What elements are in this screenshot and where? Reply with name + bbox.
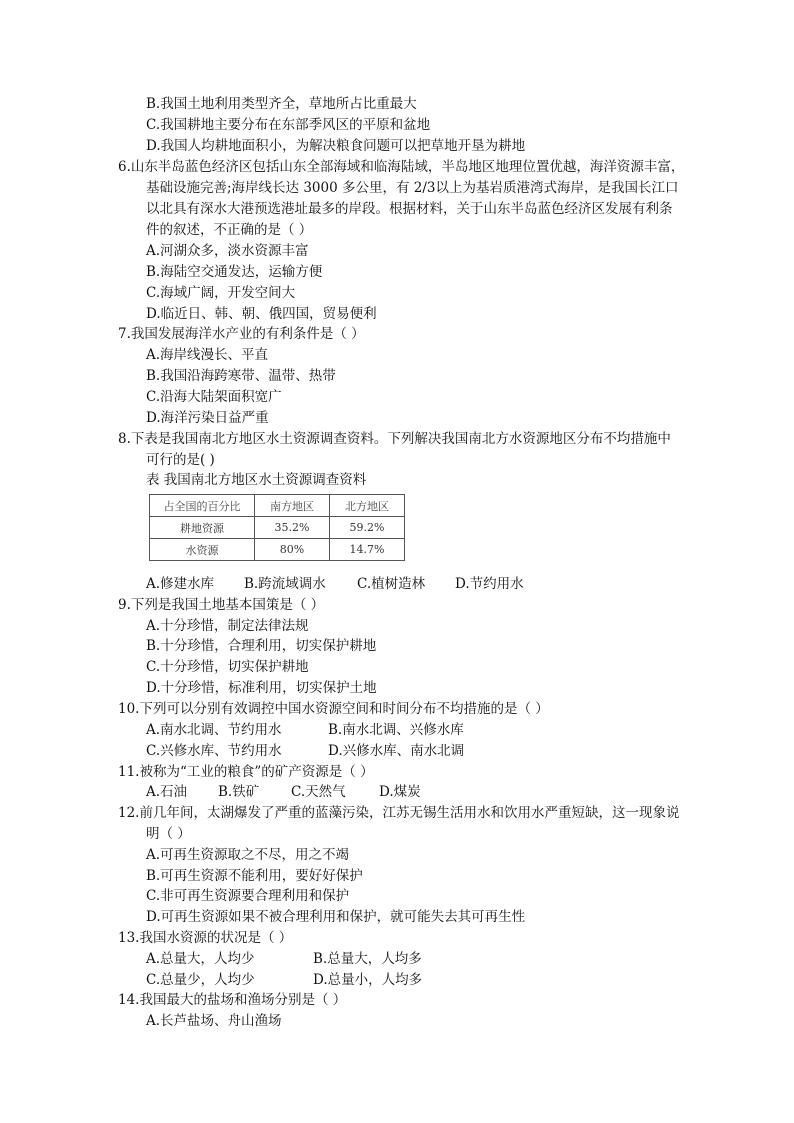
q7-option-c: C.沿海大陆架面积宽广	[146, 389, 282, 405]
q9-option-d: D.十分珍惜，标准利用，切实保护土地	[146, 680, 377, 696]
table-row	[150, 517, 405, 539]
q6-stem-line-2: 基础设施完善;海岸线长达 3000 多公里，有 2/3以上为基岩质港湾式海岸，是我国长江口	[146, 180, 679, 196]
q13-option-c: C.总量少，人均少	[146, 972, 255, 988]
q11-option-c: C.天然气	[291, 784, 346, 800]
q12-option-a: A.可再生资源取之不尽，用之不竭	[146, 847, 350, 863]
q13-option-b: B.总量大，人均多	[313, 951, 422, 967]
q8-option-c: C.植树造林	[357, 576, 426, 592]
q12-option-b: B.可再生资源不能利用，要好好保护	[146, 868, 363, 884]
q5-option-c: C.我国耕地主要分布在东部季风区的平原和盆地	[146, 117, 431, 133]
table-cell: 80%	[255, 539, 330, 561]
q12-option-c: C.非可再生资源要合理利用和保护	[146, 888, 350, 904]
table-cell: 耕地资源	[150, 517, 255, 539]
q11-option-d: D.煤炭	[379, 784, 421, 800]
q13-stem: 13.我国水资源的状况是（ ）	[118, 930, 293, 946]
q6-option-b: B.海陆空交通发达，运输方便	[146, 264, 323, 280]
q10-stem: 10.下列可以分别有效调控中国水资源空间和时间分布不均措施的是（ ）	[118, 701, 549, 717]
q9-option-c: C.十分珍惜，切实保护耕地	[146, 659, 309, 675]
table-row	[150, 539, 405, 561]
q6-option-c: C.海域广阔，开发空间大	[146, 285, 296, 301]
q8-option-b: B.跨流域调水	[244, 576, 326, 592]
table-header-cell: 占全国的百分比	[150, 495, 255, 517]
q7-option-d: D.海洋污染日益严重	[146, 410, 269, 426]
q12-stem-line-2: 明（ ）	[146, 826, 191, 842]
q7-option-a: A.海岸线漫长、平直	[146, 347, 269, 363]
q11-option-b: B.铁矿	[218, 784, 260, 800]
table-cell: 水资源	[150, 539, 255, 561]
q11-option-a: A.石油	[146, 784, 188, 800]
q12-option-d: D.可再生资源如果不被合理利用和保护，就可能失去其可再生性	[146, 909, 526, 925]
q8-options-row	[146, 574, 666, 594]
q13-options-row-2	[146, 970, 546, 990]
q13-options-row-1	[146, 949, 546, 969]
q8-stem-line-2: 可行的是( )	[146, 452, 215, 468]
q10-option-b: B.南水北调、兴修水库	[328, 722, 464, 738]
q13-option-d: D.总量小，人均多	[313, 972, 423, 988]
q10-option-c: C.兴修水库、节约用水	[146, 743, 282, 759]
q12-stem-line-1: 12.前几年间，太湖爆发了严重的蓝藻污染，江苏无锡生活用水和饮用水严重短缺，这一现象说	[118, 805, 680, 821]
q6-stem-line-4: 件的叙述，不正确的是（ ）	[146, 222, 313, 238]
q9-option-a: A.十分珍惜，制定法律法规	[146, 618, 309, 634]
q6-option-a: A.河湖众多，淡水资源丰富	[146, 243, 309, 259]
table-cell: 14.7%	[330, 539, 405, 561]
q9-option-b: B.十分珍惜，合理利用，切实保护耕地	[146, 638, 377, 654]
q8-table-caption: 表 我国南北方地区水土资源调查资料	[146, 472, 367, 488]
q11-options-row	[146, 782, 546, 802]
q5-option-b: B.我国土地利用类型齐全，草地所占比重最大	[146, 96, 417, 112]
q7-option-b: B.我国沿海跨寒带、温带、热带	[146, 368, 336, 384]
table-cell: 59.2%	[330, 517, 405, 539]
water-land-resource-table	[149, 494, 405, 561]
q14-option-a: A.长芦盐场、舟山渔场	[146, 1013, 282, 1029]
table-header-row	[150, 495, 405, 517]
q10-options-row-1	[146, 720, 666, 740]
table-header-cell: 南方地区	[255, 495, 330, 517]
q14-stem: 14.我国最大的盐场和渔场分别是（ ）	[118, 992, 347, 1008]
q7-stem: 7.我国发展海洋水产业的有利条件是（ ）	[118, 326, 365, 342]
q13-option-a: A.总量大，人均少	[146, 951, 255, 967]
q11-stem: 11.被称为“工业的粮食”的矿产资源是（ ）	[118, 764, 374, 780]
q10-option-d: D.兴修水库、南水北调	[328, 743, 465, 759]
q10-options-row-2	[146, 741, 666, 761]
q8-stem-line-1: 8.下表是我国南北方地区水土资源调查资料。下列解决我国南北方水资源地区分布不均措施中	[118, 431, 671, 447]
table-header-cell: 北方地区	[330, 495, 405, 517]
q6-stem-line-3: 以北具有深水大港预选港址最多的岸段。根据材料，关于山东半岛蓝色经济区发展有利条	[146, 201, 673, 217]
table-cell: 35.2%	[255, 517, 330, 539]
q6-option-d: D.临近日、韩、朝、俄四国，贸易便利	[146, 306, 377, 322]
q8-option-d: D.节约用水	[455, 576, 524, 592]
q10-option-a: A.南水北调、节约用水	[146, 722, 282, 738]
q5-option-d: D.我国人均耕地面积小，为解决粮食问题可以把草地开垦为耕地	[146, 138, 526, 154]
q9-stem: 9.下列是我国土地基本国策是（ ）	[118, 597, 325, 613]
q6-stem-line-1: 6.山东半岛蓝色经济区包括山东全部海域和临海陆域，半岛地区地理位置优越，海洋资源丰富，	[118, 159, 685, 175]
q8-option-a: A.修建水库	[146, 576, 215, 592]
